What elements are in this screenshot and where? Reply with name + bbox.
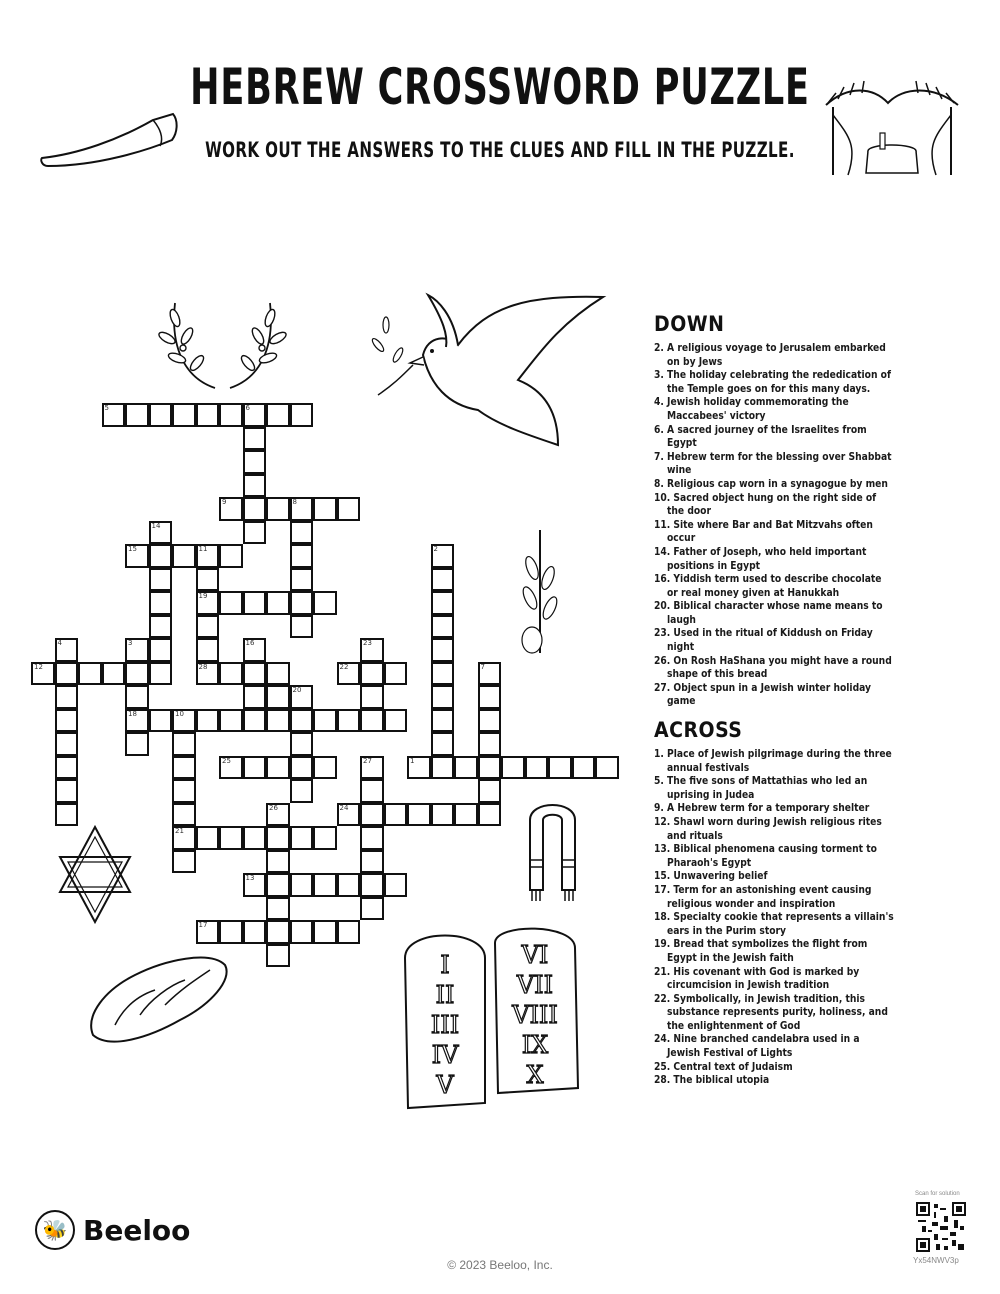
- clue-number: 14: [151, 521, 161, 530]
- crossword-cell[interactable]: [149, 591, 173, 615]
- crossword-cell[interactable]: [243, 497, 267, 521]
- down-clue: 27. Object spun in a Jewish winter holiday game: [654, 682, 871, 708]
- crossword-cell[interactable]: [266, 403, 290, 427]
- svg-text:IV: IV: [431, 1041, 459, 1069]
- across-clue: 1. Place of Jewish pilgrimage during the three annual festivals: [654, 749, 892, 774]
- crossword-cell[interactable]: [384, 662, 408, 686]
- crossword-cell[interactable]: [172, 732, 196, 756]
- crossword-cell[interactable]: [290, 709, 314, 733]
- crossword-cell[interactable]: [149, 638, 173, 662]
- crossword-cell[interactable]: [125, 544, 149, 568]
- crossword-cell[interactable]: [313, 920, 337, 944]
- crossword-cell[interactable]: [478, 732, 502, 756]
- crossword-cell[interactable]: [55, 732, 79, 756]
- crossword-cell[interactable]: [290, 920, 314, 944]
- across-clue: 18. Specialty cookie that represents a villain's ears in the Purim story: [654, 912, 894, 937]
- crossword-cell[interactable]: [196, 662, 220, 686]
- across-clue: 25. Central text of Judaism: [654, 1061, 793, 1073]
- clue-number: 19: [198, 592, 208, 600]
- crossword-cell[interactable]: [360, 756, 384, 780]
- crossword-cell[interactable]: [290, 521, 314, 545]
- page-subtitle: WORK OUT THE ANSWERS TO THE CLUES AND FILL IN THE PUZZLE.: [205, 138, 795, 162]
- crossword-cell[interactable]: [149, 615, 173, 639]
- crossword-cell[interactable]: [454, 756, 478, 780]
- crossword-cell[interactable]: [196, 591, 220, 615]
- across-clue: 12. Shawl worn during Jewish religious rites and rituals: [654, 816, 882, 842]
- crossword-cell[interactable]: [219, 544, 243, 568]
- crossword-cell[interactable]: [55, 779, 79, 803]
- clue-number: 5: [104, 404, 109, 412]
- crossword-cell[interactable]: [337, 497, 361, 521]
- crossword-cell[interactable]: [172, 803, 196, 827]
- crossword-cell[interactable]: [219, 497, 243, 521]
- crossword-cell[interactable]: [407, 803, 431, 827]
- crossword-cell[interactable]: [196, 544, 220, 568]
- crossword-cell[interactable]: [501, 756, 525, 780]
- crossword-cell[interactable]: [243, 521, 267, 545]
- crossword-cell[interactable]: [243, 403, 267, 427]
- crossword-cell[interactable]: [454, 803, 478, 827]
- copyright: © 2023 Beeloo, Inc.: [447, 1258, 553, 1272]
- crossword-cell[interactable]: [478, 756, 502, 780]
- crossword-cell[interactable]: [431, 615, 455, 639]
- crossword-cell[interactable]: [478, 662, 502, 686]
- clue-number: 28: [198, 662, 208, 671]
- down-clue: 7. Hebrew term for the blessing over Shabbat wine: [654, 451, 892, 477]
- crossword-cell[interactable]: [243, 756, 267, 780]
- svg-text:II: II: [435, 981, 455, 1009]
- clue-number: 25: [222, 756, 231, 765]
- crossword-cell[interactable]: [313, 497, 337, 521]
- crossword-cell[interactable]: [31, 662, 55, 686]
- down-clue: 14. Father of Joseph, who held important positions in Egypt: [654, 546, 867, 572]
- crossword-cell[interactable]: [384, 803, 408, 827]
- brand-logo: [35, 1210, 190, 1250]
- crossword-cell[interactable]: [125, 685, 149, 709]
- clue-number: 10: [175, 709, 184, 718]
- across-clue: 13. Biblical phenomena causing torment to Pharaoh's Egypt: [654, 844, 877, 869]
- crossword-cell[interactable]: [196, 615, 220, 639]
- crossword-cell[interactable]: [243, 873, 267, 897]
- crossword-cell[interactable]: [478, 803, 502, 827]
- crossword-cell[interactable]: [360, 850, 384, 874]
- crossword-cell[interactable]: [313, 873, 337, 897]
- crossword-cell[interactable]: [196, 568, 220, 592]
- crossword-cell[interactable]: [196, 920, 220, 944]
- crossword-cell[interactable]: [125, 662, 149, 686]
- crossword-cell[interactable]: [290, 615, 314, 639]
- clue-number: 16: [245, 639, 255, 647]
- crossword-cell[interactable]: [219, 920, 243, 944]
- crossword-cell[interactable]: [125, 732, 149, 756]
- crossword-cell[interactable]: [313, 826, 337, 850]
- crossword-cell[interactable]: [196, 403, 220, 427]
- crossword-cell[interactable]: [243, 591, 267, 615]
- crossword-cell[interactable]: [595, 756, 619, 780]
- crossword-cell[interactable]: [102, 403, 126, 427]
- crossword-cell[interactable]: [149, 544, 173, 568]
- crossword-cell[interactable]: [431, 709, 455, 733]
- crossword-cell[interactable]: [290, 779, 314, 803]
- down-clue: 23. Used in the ritual of Kiddush on Friday night: [654, 628, 873, 654]
- crossword-grid: [0, 0, 640, 1000]
- crossword-cell[interactable]: [243, 709, 267, 733]
- crossword-cell[interactable]: [172, 709, 196, 733]
- crossword-cell[interactable]: [478, 709, 502, 733]
- across-clue: 9. A Hebrew term for a temporary shelter: [654, 803, 870, 815]
- crossword-cell[interactable]: [290, 544, 314, 568]
- down-clue: 20. Biblical character whose name means to laugh: [654, 601, 883, 626]
- crossword-cell[interactable]: [431, 544, 455, 568]
- crossword-cell[interactable]: [149, 403, 173, 427]
- crossword-cell[interactable]: [102, 662, 126, 686]
- crossword-cell[interactable]: [266, 826, 290, 850]
- crossword-cell[interactable]: [337, 662, 361, 686]
- clue-number: 1: [410, 756, 415, 765]
- crossword-cell[interactable]: [55, 662, 79, 686]
- crossword-cell[interactable]: [266, 944, 290, 968]
- clue-number: 23: [363, 639, 372, 647]
- crossword-cell[interactable]: [266, 497, 290, 521]
- crossword-cell[interactable]: [431, 568, 455, 592]
- clue-number: 3: [128, 639, 133, 647]
- svg-text:VIII: VIII: [512, 1001, 558, 1029]
- crossword-cell[interactable]: [407, 756, 431, 780]
- svg-text:I: I: [440, 951, 450, 979]
- clue-number: 20: [292, 686, 302, 694]
- crossword-cell[interactable]: [243, 826, 267, 850]
- crossword-cell[interactable]: [172, 850, 196, 874]
- crossword-cell[interactable]: [431, 756, 455, 780]
- crossword-cell[interactable]: [431, 591, 455, 615]
- clue-number: 6: [245, 404, 250, 412]
- crossword-cell[interactable]: [219, 591, 243, 615]
- crossword-cell[interactable]: [478, 685, 502, 709]
- clue-number: 17: [198, 921, 208, 929]
- crossword-cell[interactable]: [243, 427, 267, 451]
- qr-label: Scan for solution: [915, 1191, 960, 1197]
- crossword-cell[interactable]: [149, 709, 173, 733]
- crossword-cell[interactable]: [266, 850, 290, 874]
- crossword-cell[interactable]: [172, 756, 196, 780]
- down-heading: DOWN: [654, 312, 725, 336]
- crossword-cell[interactable]: [55, 709, 79, 733]
- crossword-cell[interactable]: [337, 873, 361, 897]
- crossword-cell[interactable]: [196, 826, 220, 850]
- crossword-cell[interactable]: [125, 638, 149, 662]
- crossword-cell[interactable]: [125, 709, 149, 733]
- sukkah-icon: [818, 75, 968, 180]
- crossword-cell[interactable]: [290, 591, 314, 615]
- across-clue: 15. Unwavering belief: [654, 871, 768, 883]
- down-clue: 11. Site where Bar and Bat Mitzvahs often occur: [654, 519, 873, 545]
- crossword-cell[interactable]: [360, 897, 384, 921]
- across-clue: 5. The five sons of Mattathias who led an uprising in Judea: [654, 776, 868, 801]
- crossword-cell[interactable]: [243, 474, 267, 498]
- svg-text:VII: VII: [516, 971, 554, 999]
- crossword-cell[interactable]: [384, 873, 408, 897]
- crossword-cell[interactable]: [290, 873, 314, 897]
- crossword-cell[interactable]: [219, 403, 243, 427]
- across-clue: 17. Term for an astonishing event causing religious wonder and inspiration: [654, 884, 872, 910]
- crossword-cell[interactable]: [219, 756, 243, 780]
- crossword-cell[interactable]: [55, 756, 79, 780]
- across-clue: 28. The biblical utopia: [654, 1075, 770, 1087]
- crossword-cell[interactable]: [243, 685, 267, 709]
- crossword-cell[interactable]: [266, 662, 290, 686]
- crossword-cell[interactable]: [337, 709, 361, 733]
- down-clue: 2. A religious voyage to Jerusalem embarked on by Jews: [654, 343, 886, 368]
- clue-number: 22: [339, 662, 349, 671]
- crossword-cell[interactable]: [360, 826, 384, 850]
- down-clue: 4. Jewish holiday commemorating the Maccabees' victory: [654, 397, 849, 422]
- crossword-cell[interactable]: [290, 732, 314, 756]
- crossword-cell[interactable]: [55, 803, 79, 827]
- clue-number: 21: [175, 827, 184, 835]
- svg-text:VI: VI: [521, 941, 549, 969]
- svg-text:V: V: [436, 1071, 454, 1099]
- crossword-cell[interactable]: [431, 685, 455, 709]
- crossword-cell[interactable]: [266, 897, 290, 921]
- clue-number: 8: [292, 498, 297, 506]
- crossword-cell[interactable]: [384, 709, 408, 733]
- crossword-cell[interactable]: [360, 662, 384, 686]
- across-clue: 19. Bread that symbolizes the flight from Egypt in the Jewish faith: [654, 939, 868, 964]
- crossword-cell[interactable]: [360, 638, 384, 662]
- crossword-cell[interactable]: [313, 709, 337, 733]
- crossword-cell[interactable]: [172, 779, 196, 803]
- down-clue: 16. Yiddish term used to describe chocolate or real money given at Hanukkah: [654, 574, 882, 599]
- across-clue: 21. His covenant with God is marked by circumcision in Jewish tradition: [654, 966, 860, 992]
- crossword-cell[interactable]: [290, 826, 314, 850]
- clue-number: 2: [433, 545, 438, 553]
- crossword-cell[interactable]: [125, 403, 149, 427]
- crossword-cell[interactable]: [431, 732, 455, 756]
- crossword-cell[interactable]: [149, 521, 173, 545]
- crossword-cell[interactable]: [219, 662, 243, 686]
- crossword-cell[interactable]: [478, 779, 502, 803]
- crossword-cell[interactable]: [337, 920, 361, 944]
- crossword-cell[interactable]: [290, 685, 314, 709]
- crossword-cell[interactable]: [290, 756, 314, 780]
- down-clue: 26. On Rosh HaShana you might have a round shape of this bread: [654, 655, 892, 681]
- crossword-cell[interactable]: [266, 873, 290, 897]
- crossword-cell[interactable]: [360, 685, 384, 709]
- clue-number: 7: [480, 662, 485, 671]
- crossword-cell[interactable]: [525, 756, 549, 780]
- down-clue: 6. A sacred journey of the Israelites from Egypt: [654, 424, 867, 450]
- crossword-cell[interactable]: [266, 709, 290, 733]
- svg-text:IX: IX: [521, 1031, 549, 1059]
- crossword-cell[interactable]: [243, 638, 267, 662]
- crossword-cell[interactable]: [290, 568, 314, 592]
- crossword-cell[interactable]: [266, 685, 290, 709]
- crossword-cell[interactable]: [172, 826, 196, 850]
- crossword-cell[interactable]: [243, 662, 267, 686]
- crossword-cell[interactable]: [172, 403, 196, 427]
- crossword-cell[interactable]: [431, 662, 455, 686]
- down-clue: 10. Sacred object hung on the right side of the door: [654, 492, 877, 518]
- crossword-cell[interactable]: [360, 803, 384, 827]
- crossword-cell[interactable]: [78, 662, 102, 686]
- across-clues: [654, 718, 894, 1088]
- clue-number: 15: [128, 545, 137, 553]
- qr-code-icon[interactable]: [916, 1202, 966, 1252]
- crossword-cell[interactable]: [266, 920, 290, 944]
- svg-text:III: III: [430, 1011, 460, 1039]
- across-clue: 22. Symbolically, in Jewish tradition, this substance represents purity, holiness, and the enlightenment of God: [654, 993, 888, 1032]
- down-clues: [654, 312, 894, 709]
- qr-code-text: Yx54NWV3p: [913, 1256, 959, 1265]
- clue-number: 9: [222, 498, 227, 506]
- crossword-cell[interactable]: [337, 803, 361, 827]
- page-title: HEBREW CROSSWORD PUZZLE: [190, 58, 810, 116]
- clue-number: 24: [339, 803, 349, 812]
- crossword-cell[interactable]: [266, 756, 290, 780]
- crossword-cell[interactable]: [572, 756, 596, 780]
- crossword-cell[interactable]: [290, 497, 314, 521]
- crossword-cell[interactable]: [313, 756, 337, 780]
- crossword-cell[interactable]: [360, 779, 384, 803]
- clue-number: 26: [269, 803, 278, 812]
- crossword-cell[interactable]: [431, 638, 455, 662]
- bee-icon: 🐝: [35, 1210, 75, 1250]
- across-heading: ACROSS: [654, 718, 743, 742]
- crossword-cell[interactable]: [290, 403, 314, 427]
- svg-text:X: X: [526, 1061, 544, 1089]
- crossword-cell[interactable]: [55, 685, 79, 709]
- down-clue: 3. The holiday celebrating the rededication of the Temple goes on for this many days.: [654, 370, 891, 395]
- crossword-cell[interactable]: [243, 920, 267, 944]
- crossword-cell[interactable]: [196, 638, 220, 662]
- clue-number: 11: [198, 545, 208, 553]
- crossword-cell[interactable]: [149, 662, 173, 686]
- brand-name: Beeloo: [83, 1213, 191, 1247]
- crossword-cell[interactable]: [243, 450, 267, 474]
- clue-number: 4: [57, 639, 62, 647]
- crossword-cell[interactable]: [196, 709, 220, 733]
- crossword-cell[interactable]: [219, 826, 243, 850]
- crossword-cell[interactable]: [548, 756, 572, 780]
- crossword-cell[interactable]: [55, 638, 79, 662]
- across-clue: 24. Nine branched candelabra used in a Jewish Festival of Lights: [654, 1034, 860, 1060]
- clue-number: 18: [128, 709, 137, 718]
- crossword-cell[interactable]: [149, 568, 173, 592]
- crossword-cell[interactable]: [313, 591, 337, 615]
- down-clue: 8. Religious cap worn in a synagogue by men: [654, 478, 888, 490]
- crossword-cell[interactable]: [360, 709, 384, 733]
- clue-number: 12: [34, 662, 43, 671]
- clue-number: 13: [245, 874, 255, 882]
- clue-number: 27: [363, 756, 372, 765]
- crossword-cell[interactable]: [266, 591, 290, 615]
- crossword-cell[interactable]: [172, 544, 196, 568]
- crossword-cell[interactable]: [360, 873, 384, 897]
- crossword-cell[interactable]: [431, 803, 455, 827]
- crossword-cell[interactable]: [219, 709, 243, 733]
- crossword-cell[interactable]: [266, 803, 290, 827]
